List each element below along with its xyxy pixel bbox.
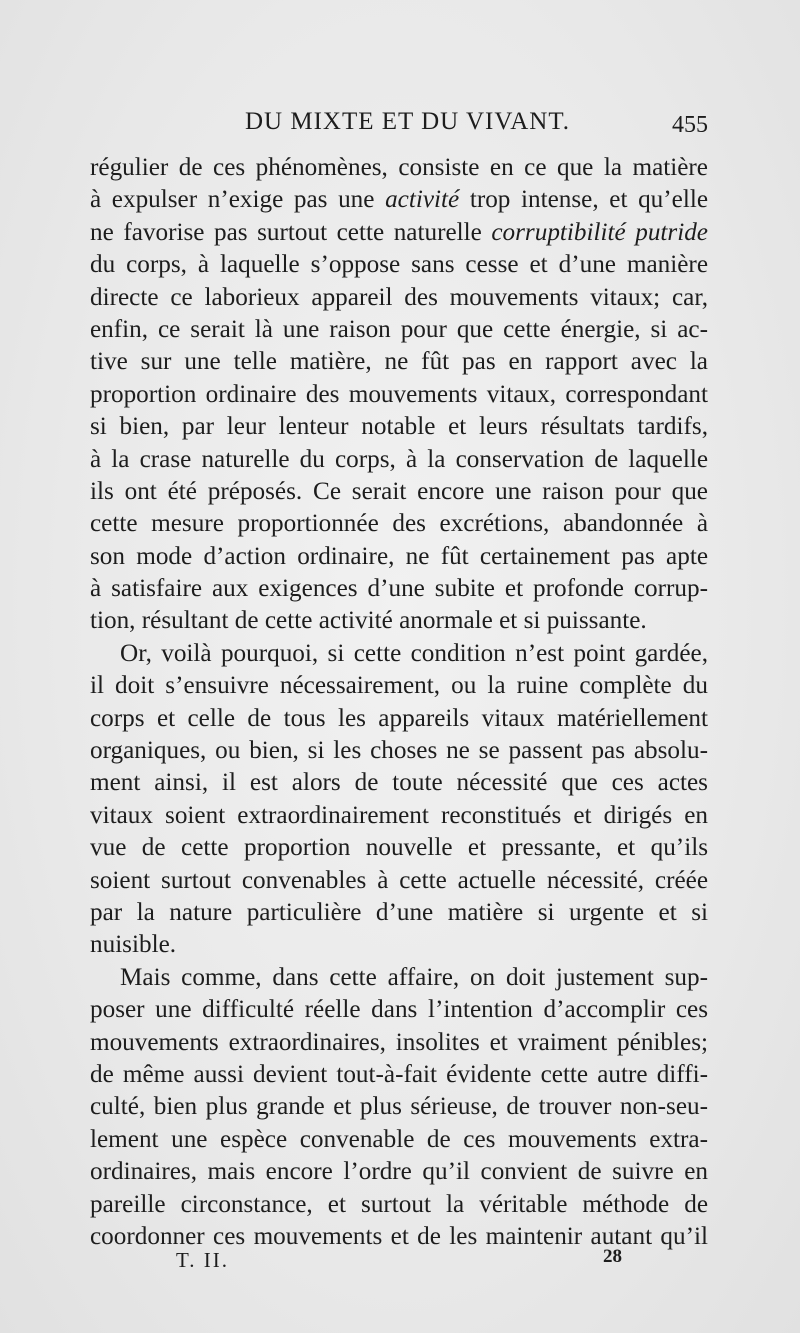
text-segment: trop intense, et qu’elle <box>459 186 708 214</box>
text-line: ordinaires, mais encore l’ordre qu’il convient de suivre en <box>90 1158 708 1186</box>
text-line: tion, résultant de cette activité anormale et si puissante. <box>90 607 647 635</box>
text-line: Mais comme, dans cette affaire, on doit justement sup- <box>120 963 708 991</box>
text-line: enfin, ce serait là une raison pour que cette énergie, si ac- <box>90 315 708 343</box>
italic-term: corruptibilité putride <box>491 218 708 246</box>
text-line: cette mesure proportionnée des excrétions, abandonnée à <box>90 510 708 538</box>
text-line: mouvements extraordinaires, insolites et vraiment pénibles; <box>90 1028 708 1056</box>
text-line: directe ce laborieux appareil des mouvements vitaux; car, <box>90 283 708 311</box>
text-line: régulier de ces phénomènes, consiste en ce que la matière <box>90 154 708 181</box>
text-line: nuisible. <box>90 931 177 959</box>
text-line: ils ont été préposés. Ce serait encore une raison pour que <box>90 477 708 505</box>
text-line: organiques, ou bien, si les choses ne se passent pas absolu- <box>90 737 708 765</box>
text-line <box>90 184 708 216</box>
text-line: culté, bien plus grande et plus sérieuse, de trouver non-seu- <box>90 1093 708 1121</box>
running-title: DU MIXTE ET DU VIVANT. <box>245 108 570 135</box>
body-text <box>90 152 708 1253</box>
text-line: soient surtout convenables à cette actuelle nécessité, créée <box>90 866 708 894</box>
running-head <box>90 108 708 144</box>
text-line: à la crase naturelle du corps, à la conservation de laquelle <box>90 445 708 473</box>
text-line: proportion ordinaire des mouvements vitaux, correspondant <box>90 380 708 408</box>
text-line: vue de cette proportion nouvelle et pressante, et qu’ils <box>90 834 708 862</box>
text-line: il doit s’ensuivre nécessairement, ou la ruine complète du <box>90 672 708 700</box>
text-line: Or, voilà pourquoi, si cette condition n’est point gardée, <box>120 639 708 667</box>
text-line: son mode d’action ordinaire, ne fût certainement pas apte <box>90 542 708 570</box>
signature-mark: T. II. <box>176 1248 230 1272</box>
text-line: du corps, à laquelle s’oppose sans cesse et d’une manière <box>90 251 708 279</box>
text-line: ment ainsi, il est alors de toute nécessité que ces actes <box>90 769 708 797</box>
italic-term: activité <box>385 186 460 214</box>
text-line: si bien, par leur lenteur notable et leurs résultats tardifs, <box>90 413 708 441</box>
text-line: corps et celle de tous les appareils vitaux matériellement <box>90 704 708 732</box>
text-line: par la nature particulière d’une matière si urgente et si <box>90 898 708 926</box>
text-line: lement une espèce convenable de ces mouvements extra- <box>90 1125 708 1153</box>
text-line: coordonner ces mouvements et de les maintenir autant qu’il <box>90 1222 708 1250</box>
text-line: poser une difficulté réelle dans l’intention d’accomplir ces <box>90 996 708 1024</box>
text-line: à satisfaire aux exigences d’une subite et profonde corrup- <box>90 575 708 603</box>
text-segment: à expulser n’exige pas une <box>90 186 386 214</box>
text-line: vitaux soient extraordinairement reconstitués et dirigés en <box>90 801 708 829</box>
text-segment: ne favorise pas surtout cette naturelle <box>90 218 492 246</box>
page-number: 455 <box>672 112 708 138</box>
sheet-number: 28 <box>603 1246 622 1267</box>
text-line: de même aussi devient tout-à-fait évidente cette autre diffi- <box>90 1060 708 1088</box>
text-line: pareille circonstance, et surtout la véritable méthode de <box>90 1190 708 1218</box>
text-line <box>90 217 708 249</box>
text-line: tive sur une telle matière, ne fût pas en rapport avec la <box>90 348 708 376</box>
